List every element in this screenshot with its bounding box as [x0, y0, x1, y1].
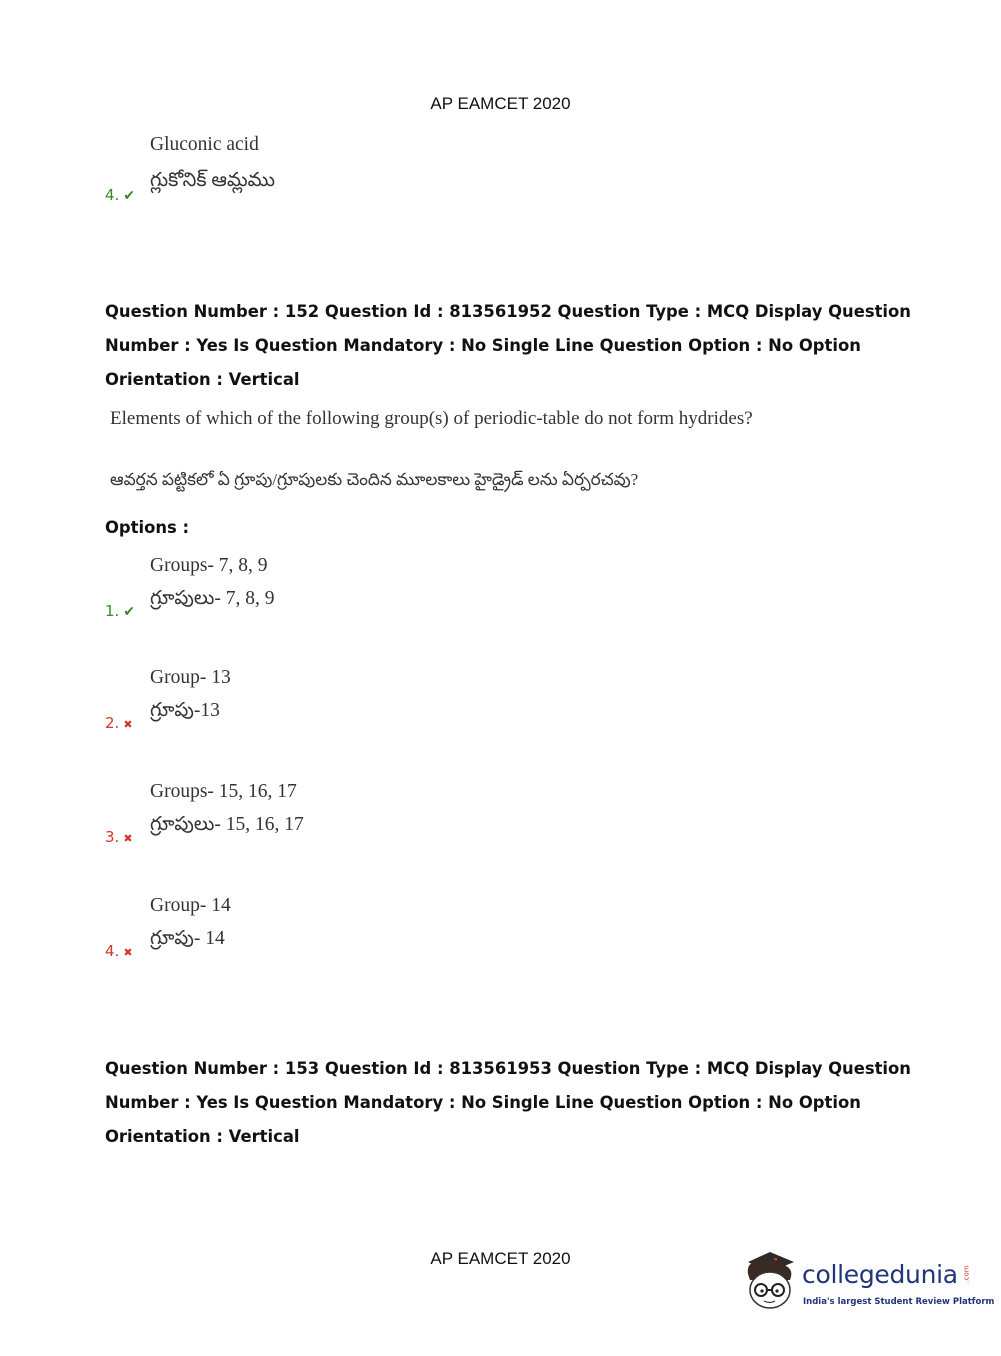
logo-com: .com [962, 1265, 971, 1283]
check-icon: ✔ [123, 604, 136, 620]
check-icon: ✔ [123, 188, 136, 204]
option-4-number [105, 942, 133, 960]
options-label: Options : [105, 518, 190, 537]
option-3-number [105, 828, 133, 846]
logo-wordmark: collegedunia [802, 1260, 958, 1289]
meta-line: Number : Yes Is Question Mandatory : No Single Line Question Option : No Option [105, 1093, 861, 1112]
meta-line: Question Number : 152 Question Id : 813561952 Question Type : MCQ Display Question [105, 302, 911, 321]
page-footer-title: AP EAMCET 2020 [430, 1249, 571, 1268]
question-text-en: Elements of which of the following group(s) of periodic-table do not form hydrides? [110, 408, 753, 429]
cross-icon: ✖ [123, 832, 133, 845]
option-2-number [105, 714, 133, 732]
meta-line: Question Number : 153 Question Id : 813561953 Question Type : MCQ Display Question [105, 1059, 911, 1078]
option-number-label: 1. [105, 602, 120, 620]
option-1-number [105, 602, 135, 620]
question-153-meta [105, 1052, 911, 1154]
option-number-label: 3. [105, 828, 120, 846]
meta-line: Orientation : Vertical [105, 370, 300, 389]
option-number-label: 4. [105, 942, 120, 960]
mascot-icon [740, 1248, 802, 1312]
option-number-label: 2. [105, 714, 120, 732]
collegedunia-logo [740, 1248, 995, 1318]
cross-icon: ✖ [123, 946, 133, 959]
option-3-text-en: Groups- 15, 16, 17 [150, 781, 297, 802]
option-1-text-te: గ్రూపులు- 7, 8, 9 [150, 588, 275, 609]
prev-option-text-te: గ్లుకోనిక్ ఆమ్లము [150, 170, 275, 191]
page-header-title: AP EAMCET 2020 [430, 94, 571, 113]
question-text-te: ఆవర్తన పట్టికలో ఏ గ్రూపు/గ్రూపులకు చెందిన మూలకాలు హైడ్రైడ్ లను ఏర్పరచవు? [110, 470, 639, 489]
option-2-text-en: Group- 13 [150, 667, 231, 688]
option-4-text-te: గ్రూపు- 14 [150, 928, 225, 949]
option-3-text-te: గ్రూపులు- 15, 16, 17 [150, 814, 304, 835]
meta-line: Number : Yes Is Question Mandatory : No Single Line Question Option : No Option [105, 336, 861, 355]
prev-option-text-en: Gluconic acid [150, 134, 259, 155]
option-number-label: 4. [105, 186, 120, 204]
option-2-text-te: గ్రూపు-13 [150, 700, 220, 721]
option-4-text-en: Group- 14 [150, 895, 231, 916]
question-152-meta [105, 295, 911, 397]
option-1-text-en: Groups- 7, 8, 9 [150, 555, 268, 576]
meta-line: Orientation : Vertical [105, 1127, 300, 1146]
logo-tagline: India's largest Student Review Platform [803, 1297, 995, 1307]
cross-icon: ✖ [123, 718, 133, 731]
prev-option-number [105, 186, 135, 204]
